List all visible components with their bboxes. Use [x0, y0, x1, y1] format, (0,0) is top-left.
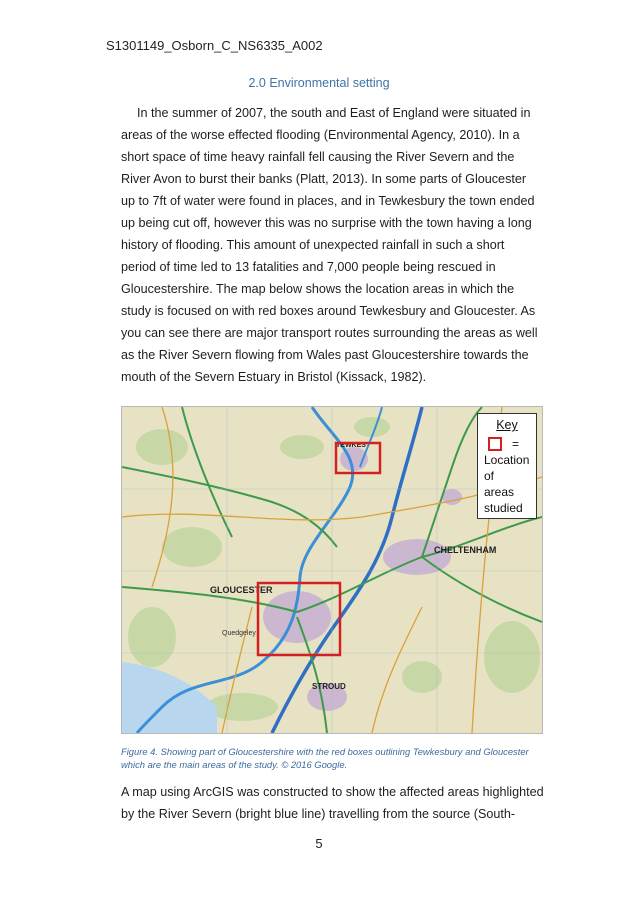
key-line-3: studied — [484, 501, 523, 515]
key-equals: = — [512, 437, 520, 451]
body-paragraph-1: In the summer of 2007, the south and East of England were situated in areas of the worse effected flooding (Environmental Agency, 2010). In a short space of time heavy rainfall fell causing the River Severn and the River Avon to burst their banks (Platt, 2013). In some parts of Gloucester up to 7ft of water were found in places, and in Tewkesbury the town ended up being cut off, however this was no surprise with the town having a long history of flooding. This amount of unexpected rainfall in such a short period of time led to 13 fatalities and 7,000 people being rescued in Gloucestershire. The map below shows the location areas in which the study is focused on with red boxes around Tewkesbury and Gloucester. As you can see there are major transport routes surrounding the areas as well as the River Severn flowing from Wales past Gloucestershire towards the mouth of the Severn Estuary in Bristol (Kissack, 1982). — [121, 106, 538, 384]
label-gloucester: GLOUCESTER — [210, 585, 273, 595]
key-red-box-swatch — [488, 437, 502, 451]
key-line-2: areas — [484, 485, 515, 499]
key-row — [484, 436, 530, 452]
label-cheltenham: CHELTENHAM — [434, 545, 497, 555]
key-line-1: Location of — [484, 453, 530, 483]
map-figure — [121, 406, 543, 734]
page-number: 5 — [315, 836, 323, 851]
section-heading: 2.0 Environmental setting — [248, 76, 390, 90]
label-stroud: STROUD — [312, 682, 346, 691]
figure-caption: Figure 4. Showing part of Gloucestershire with the red boxes outlining Tewkesbury and Gloucester which are the main areas of the study. © 2016 Google. — [121, 746, 529, 770]
running-header: S1301149_Osborn_C_NS6335_A002 — [106, 38, 323, 53]
label-quedgeley: Quedgeley — [222, 630, 256, 637]
label-tewkesbury: TEWKES — [336, 442, 366, 449]
map-key — [477, 413, 537, 519]
body-paragraph-2: A map using ArcGIS was constructed to show the affected areas highlighted by the River Severn (bright blue line) travelling from the source (South- — [121, 785, 544, 821]
key-title: Key — [496, 418, 518, 432]
